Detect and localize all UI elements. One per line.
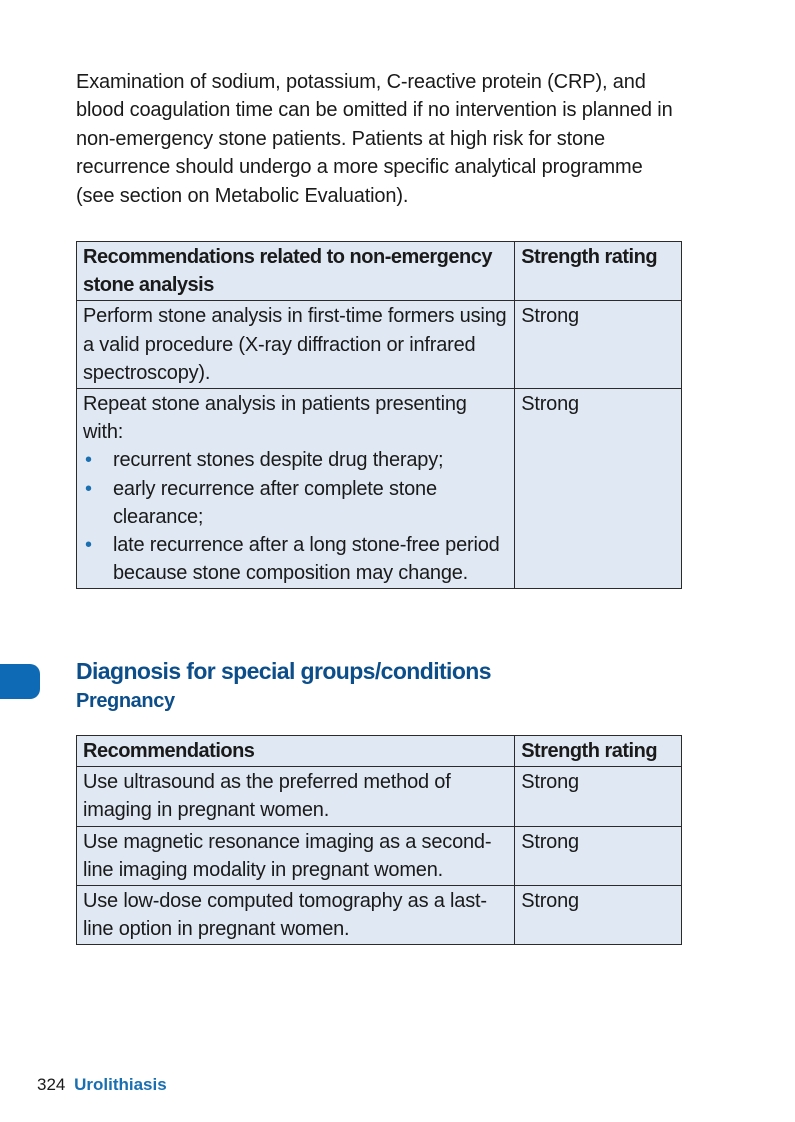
list-item <box>83 446 508 474</box>
sub-heading: Pregnancy <box>76 690 175 712</box>
list-item-text: early recurrence after complete stone clearance; <box>113 477 437 528</box>
bullet-icon: • <box>85 534 92 557</box>
strength-cell: Strong <box>515 389 682 589</box>
table-header-row <box>77 736 682 767</box>
page-footer <box>37 1074 167 1096</box>
recommendation-cell: Use low-dose computed tomography as a last-line option in pregnant women. <box>77 886 515 945</box>
list-item <box>83 475 508 531</box>
recommendation-intro: Repeat stone analysis in patients presenting with: <box>83 393 467 444</box>
header-recommendation: Recommendations related to non-emergency stone analysis <box>77 242 515 301</box>
strength-cell: Strong <box>515 301 682 389</box>
bullet-icon: • <box>85 449 92 472</box>
section-heading: Diagnosis for special groups/conditions <box>76 658 491 684</box>
strength-cell: Strong <box>515 767 682 826</box>
table-row <box>77 389 682 589</box>
recommendation-cell: Use magnetic resonance imaging as a second-line imaging modality in pregnant women. <box>77 826 515 885</box>
recommendation-cell: Use ultrasound as the preferred method of imaging in pregnant women. <box>77 767 515 826</box>
list-item-text: recurrent stones despite drug therapy; <box>113 449 444 472</box>
list-item <box>83 531 508 587</box>
header-strength-rating: Strength rating <box>515 242 682 301</box>
page-number: 324 <box>37 1075 66 1094</box>
table-header-row <box>77 242 682 301</box>
recommendation-cell <box>77 389 515 589</box>
table-row <box>77 767 682 826</box>
list-item-text: late recurrence after a long stone-free period because stone composition may change. <box>113 534 500 585</box>
strength-cell: Strong <box>515 826 682 885</box>
bullet-list <box>83 446 508 587</box>
header-strength-rating: Strength rating <box>515 736 682 767</box>
header-recommendation: Recommendations <box>77 736 515 767</box>
chapter-side-tab <box>0 664 40 699</box>
recommendation-cell: Perform stone analysis in first-time formers using a valid procedure (X-ray diffraction or infrared spectroscopy). <box>77 301 515 389</box>
pregnancy-recommendations-table <box>76 735 682 945</box>
stone-analysis-recommendations-table <box>76 241 682 589</box>
chapter-title: Urolithiasis <box>74 1075 167 1094</box>
table-row <box>77 826 682 885</box>
strength-cell: Strong <box>515 886 682 945</box>
bullet-icon: • <box>85 477 92 500</box>
table-row <box>77 301 682 389</box>
intro-paragraph: Examination of sodium, potassium, C-reactive protein (CRP), and blood coagulation time can be omitted if no intervention is planned in non-emergency stone patients. Patients at high risk for stone recurrence should undergo a more specific analytical programme (see section on Metabolic Evaluation). <box>76 71 673 207</box>
table-row <box>77 886 682 945</box>
